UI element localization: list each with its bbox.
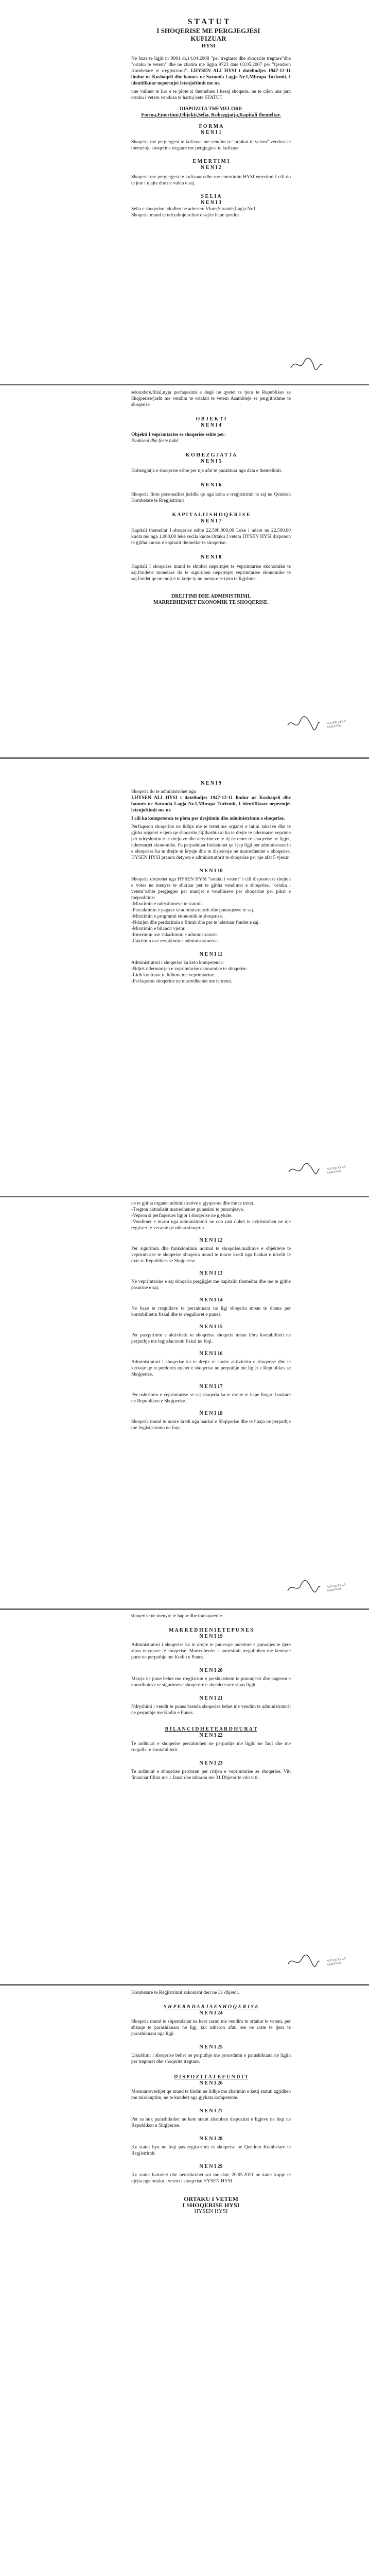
signature-image bbox=[286, 715, 322, 733]
statute-title: S T A T U T I SHOQERISE ME PERGJEGJESI KUFIZUAR HYSI bbox=[156, 18, 260, 49]
page-2-content: sekondare,filial,nyja perfaqesimi e degë ne qyetet te tjera te Republikes se Shqiperise/jasht me vendim te ortakut te vetem Asambleje se pergjithshme te shoqerise O B J E K T I N E N I 4 Objekti I veprimtarise se shoqerise eshte per: Punkseni dhe forte bukë K O H E Z G J A T J A N E N I 5 Kohezgjatja e shoqerise eshte per nje afat te pacaktuar nga data e themelimit. N E N I 6 Shoqeria fiton personalitet juridik qe nga koha e rregjistrimit te saj ne Qendren Kombetare te Rregjistrimit K A P I T A L I I S H O Q E R I S E N E N I 7 Kapitali themeltar I shoqerise eshte 22.500.000,00 Leke i ndare ne 22.500,00 kuota me nga 1.000,00 leke secila kuote.Ortaku I vetem HYSEN HYSI disponon te gjitha kuotat e kapitalit themeltar te shoqerise. N E N I 8 Kapitali I shoqerise mund te shtohet nepermjet te veprimtarise ekonomike te saj,fondeve monetare do te siguruhen nepermjet veprimtarise ekonomike te saj,fondet qe ne mujt e te kreje ty ne menyre te tjera te ligjshme. DREJTIMI DHE ADMINISTRIMI, MARREDHENIET EKONOMIK TE SHOQERISE. bbox=[131, 390, 291, 605]
notary-stamp: NOTER ZYRA SARANDE bbox=[326, 1165, 346, 1175]
page-3-content: N E N I 9 Shoqeria do te administrohet nga I.HYSEN ALI HYSI i datelindjes 1947-12-11 lindur ne Koshaqeli dhe banues ne Saranda Lagja Nr.1,Mbrapa Turizmit, I identifikuar nepermjet letenjoftimit me nr. I cili ka kompetenca te plota per drejtimin dhe administrimin e shoqerise. Perfaqeson shoqerine ne lidhje me te tretet,me organet e tatim taksave dhe te gjitha organet e tjera qe shoqerite,Gjithashtu ai ka te drejte te ndermarre veprime per ndryshimin e te drejtave dhe detyrimeve te tij ne emer te shoqerise ne ligjet, ndermarjet ekonomike. Pa perjashtuar funksionet qe i jep ligji per administratorin e shoqerise ka te drejte te kryeje dhe te disponoje ne marredheniet e shoqerise, HYSEN HYSI pranon detyren e administratorit te shoqerise per nje afat 5 vjecar. N E N I 10 Shoqeria drejtohet nga HYSEN HYSI "ortaku i vetem" i cili disponon te drejten e votes ne menyre te shkruar per te gjitha vendimet e shoqerise. "ortaku i vetem"eshte pergjegjes per marrjet e vendimeve per shoqerine per pikat e meposhtme: -Miratimin e ndryshimeve te statutit. -Percaktimin e pagave te administratorit dhe punonjesve te saj. -Miratimin e programit ekonomik te shoqerise. -Ndarjen dhe perdorimin e fitimit dhe per te ndertuar fondet e saj. -Miratimin e bilancit vjetor. -Emerimin ose shkarkimin e administratorit. -Caktimin ose revokimin e administratoreve. N E N I 11 Administratori i shoqerise ka keto kompetenca: -Ndjek ndermarrjen e veprimtarise ekonomike te shoqerise. -Lidh kontratat te lidhura me veprimtarine. -Perfaqeson shoqerine ne marredheniet me te tretet. bbox=[131, 781, 291, 984]
notary-stamp: NOTER ZYRA SARANDE bbox=[326, 1583, 346, 1593]
page-5-content: shoqerise ne menyre te hapur dhe transparente. M A R R E D H E N I E T E P U N E S N E N I 19 Administratori i shoqerise ka te drejte te punesoje punetore e punonjes te tjere sipas nevojave te shoqerise. Marredheniet e punesimit rregullohen me kontrate pune ne perputhje me Kodin e Punes. N E N I 20 Marrja ne pune behet me rregjistrim e pershtatshem te punonjesit dhe pagesen e kontributeve te sigurimeve shoqerore e shendetesore sipas ligjit. N E N I 21 Ndryshimi i vendit te punes brenda shoqerise behet me vendim te administratorit ne perputhje me Kodin e Punes. B I L A N C I D H E T E A R D H U R A T N E N I 22 Te ardhurat e shoqerise percaktohen ne perputhje me ligjin ne fuqi dhe me rregullat e kontabilitetit. N E N I 23 Te ardhurat e shoqerise perdoren per rritjen e veprimtarise se shoqerise. Viti financiar fillon me 1 Janar dhe mbaron me 31 Dhjetor te cdo viti. bbox=[131, 1614, 291, 1781]
page-4-content: ne te gjitha organet administrative e gjyqesore dhe me te tretet. -Tregton aktualisht marredheniet punesimi te punonjesve. -Vepron si perfaqesues ligjor i shoqerise ne gjykate. -Vendimet e marra nga administratori ne cdo rast duhet te evidentohen ne nje regjister te vecante qe mban shoqeria. N E N I 12 Per sigurimin dhe funksionimin normal te shoqerise,mallrave e objekteve te veprimtarise te shoqerise shoqeria mund te marre kredi nga bankat e nivelit te dyte te Republikes se Shqiperise. N E N I 13 Ne veprimtarine e saj shoqeria pergjigjet me kapitalin themeltar dhe me te gjithe pasurine e saj. N E N I 14 Ne baze te rregullave te percaktuara ne ligj shoqeria mban te dhena per kontabilitetin fiskal dhe te rregulloret e punes. N E N I 15 Per pasqyrimin e aktivitetit te shoqerise shoqeria mban libra kontabiliteti ne perputhje me legjislacionin fiskal ne fuqi. N E N I 16 Administratori i shoqerise ka te drejte te shohe aktivitetin e shoqerise dhe te kerkoje qe te perdoren mjetet e shoqerise ne perputhje me ligjet e Republikes se Shqiperise. N E N I 17 Per ushtrimin e veprimtarise se saj shoqeria ka te drejte te hape llogari bankare ne Republiken e Shqiperise. N E N I 18 Shoqeria mund te marre kredi nga bankat e Shqiperise dhe te huaja ne perputhje me legjislacionin ne fuqi. bbox=[131, 1201, 291, 1431]
page-4 bbox=[0, 1197, 369, 1608]
signature-image bbox=[286, 1953, 322, 1970]
page-6 bbox=[0, 1986, 369, 2576]
page-3 bbox=[0, 759, 369, 1196]
intro-block: Ne baze te ligjit nr 9901 dt.14.04.2008 "per tregtaret dhe shoqerite tregtare"dhe "ortaku te vetem" dhe ne zbatim me ligjin 9723 date 03.05.2007 per "Qendren Kombetare te rregjistrimit". I.HYSEN ALI HYSI i datelindjes 1947-12-11 lindur ne Koshaqeli dhe banues ne Saranda Lagja Nr.1,Mbrapa Turizmit, I identifikuar nepermjet letenjoftimit me nr. une vullnet te lire e te plote si themelues i kesaj shoqerie, ne te cilen une jam ortaku i vetem vendosa te hartoj kete STATUT bbox=[131, 56, 291, 100]
page-2 bbox=[0, 385, 369, 757]
page-6-content: Kombetare te Regjistrimit zakonisht deri ne 31 dhjetor. S H P E R N D A R J A E S H O Q E R I S E N E N I 24 Shoqeria mund te shperndahet ne keto raste: me vendim te ortakut te vetem, per shkaqe te parashikuara ne ligj, kur mbaron afati ose ne raste te tjera te parashikuara nga ligji. N E N I 25 Likuidimi i shoqerise behet ne perputhje me procedurat e parashikuara ne ligjin per tregtaret dhe shoqerite tregtare. D I S P O Z I T A T E F U N D I T N E N I 26 Mosmarreveshjet qe mund te lindin ne lidhje me zbatimin e ketij statuti zgjidhen me mirekuptim, ne te kundert nga gjykata kompetente. N E N I 27 Per sa nuk parashikohet ne kete statut zbatohen dispozitat e ligjeve ne fuqi ne Republiken e Shqiperise. N E N I 28 Ky statut hyn ne fuqi pas regjistrimit te shoqerise ne Qendren Kombetare te Regjistrimit. N E N I 29 Ky statut hartohet dhe nenshkruhet sot me date 20.05.2011 ne kater kopje te njejta nga ortaku i vetem i shoqerise HYSEN HYSI. ORTAKU I VETEM I SHOQERISE HYSI HYSEN HYSI bbox=[131, 1990, 291, 2214]
signature-image bbox=[286, 1161, 322, 1178]
signature-image bbox=[286, 1579, 322, 1596]
page-5 bbox=[0, 1610, 369, 1984]
notary-stamp: NOTER ZYRA SARANDE bbox=[326, 1957, 346, 1967]
page-1 bbox=[0, 0, 369, 384]
dispozita-section: DISPOZITA THEMELORE Forma,Emertimi,Objekti,Selia, Kohezgjatja,Kapitali themeltar. F O R M A N E N I 1 Shoqeria me pergjegjesi te kufizuar me vendim te "ortakut te vetem" vendosi te themeloje shoqerine tregtare me pergjegjesi te kufizuar E M E R T I M I N E N I 2 Shoqeria me pergjegjesi te kufizuar edhe me emertimin HYSI emertimi I cili do te jete i njejte dhe ne vulen e saj. S E L I A N E N I 3 Selia e shoqerise ndodhet ne adresen: Vlore,Sarande,Lagja Nr.1 Shoqeria mund te ndryshoje seline e saj/te hape qendra bbox=[131, 106, 291, 218]
signature-image bbox=[288, 355, 324, 373]
notary-stamp: NOTER ZYRA SARANDE bbox=[326, 720, 346, 730]
signature-block: ORTAKU I VETEM I SHOQERISE HYSI HYSEN HYSI bbox=[182, 2195, 240, 2214]
